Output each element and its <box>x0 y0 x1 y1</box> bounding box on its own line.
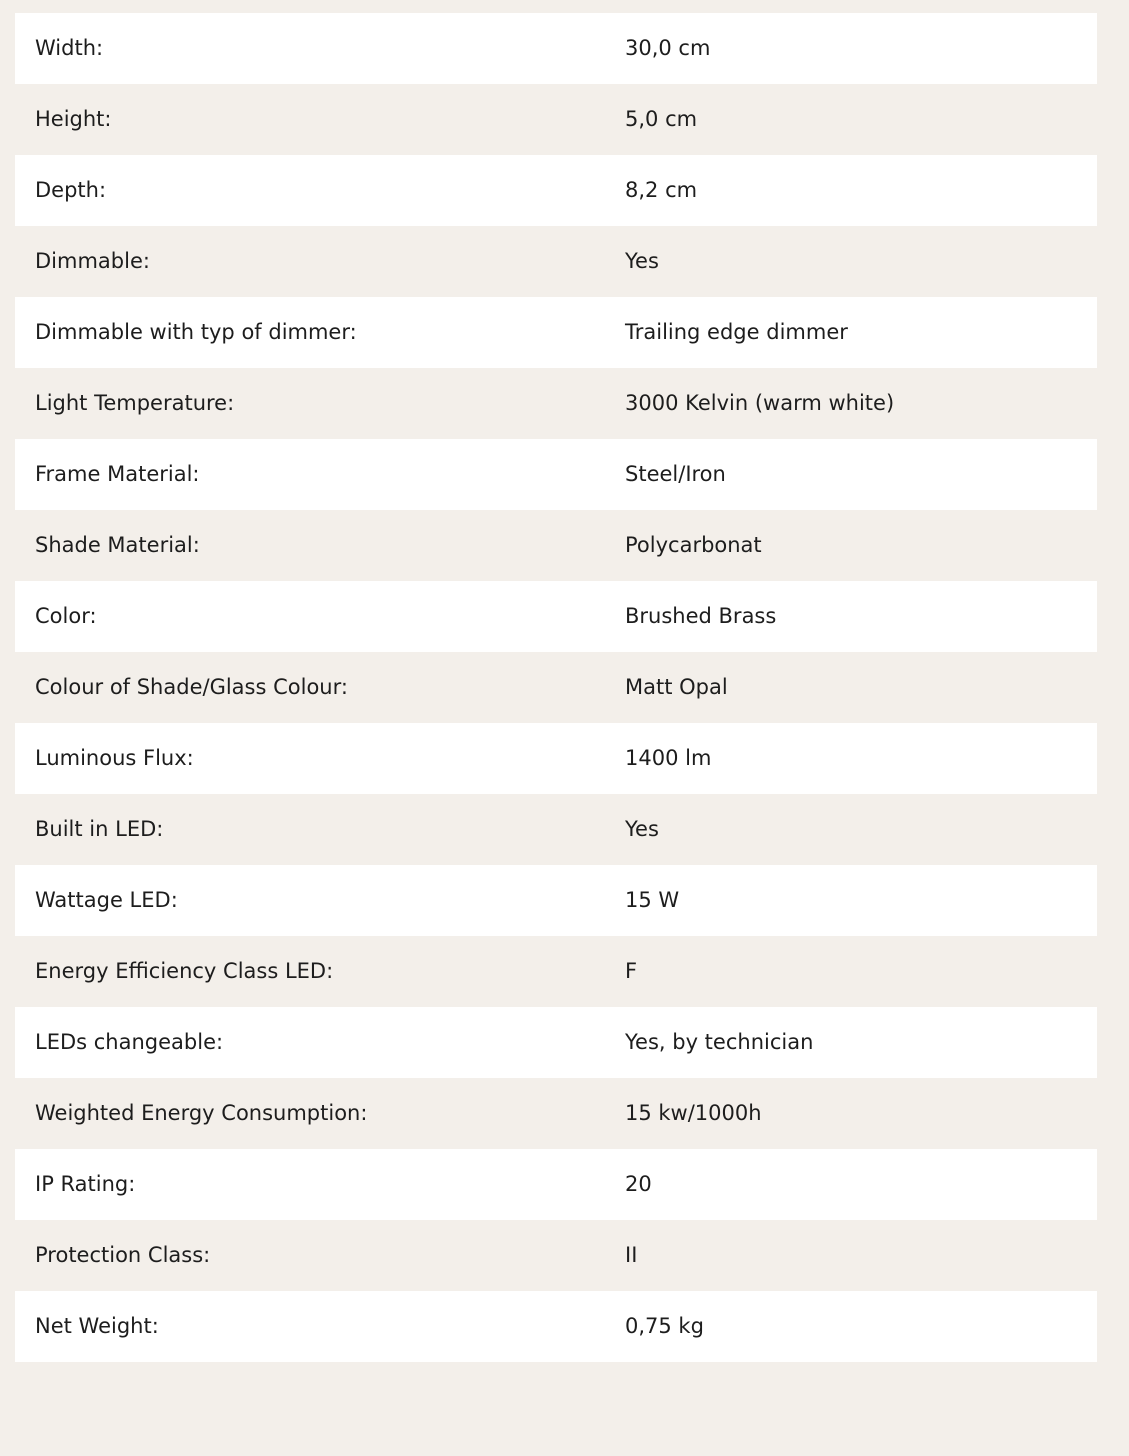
spec-value: Steel/Iron <box>625 462 726 486</box>
spec-row-energy-class <box>15 936 1097 1007</box>
spec-row-width <box>15 13 1097 84</box>
spec-value: Yes, by technician <box>625 1030 814 1054</box>
spec-row-shade-colour <box>15 652 1097 723</box>
spec-label: Colour of Shade/Glass Colour: <box>35 675 348 699</box>
spec-value: 30,0 cm <box>625 36 711 60</box>
spec-label: Energy Efficiency Class LED: <box>35 959 334 983</box>
spec-label: Width: <box>35 36 104 60</box>
spec-label: Shade Material: <box>35 533 200 557</box>
product-spec-table <box>15 13 1097 1362</box>
spec-row-depth <box>15 155 1097 226</box>
spec-value: 1400 lm <box>625 746 712 770</box>
spec-row-luminous-flux <box>15 723 1097 794</box>
spec-row-height <box>15 84 1097 155</box>
spec-row-protection-class <box>15 1220 1097 1291</box>
spec-label: Luminous Flux: <box>35 746 194 770</box>
spec-value: 20 <box>625 1172 652 1196</box>
spec-row-net-weight <box>15 1291 1097 1362</box>
spec-label: Protection Class: <box>35 1243 211 1267</box>
spec-row-color <box>15 581 1097 652</box>
spec-label: Net Weight: <box>35 1314 159 1338</box>
spec-row-ip-rating <box>15 1149 1097 1220</box>
spec-row-shade-material <box>15 510 1097 581</box>
spec-value: 15 W <box>625 888 680 912</box>
spec-label: Light Temperature: <box>35 391 235 415</box>
spec-label: Built in LED: <box>35 817 164 841</box>
spec-label: LEDs changeable: <box>35 1030 224 1054</box>
spec-value: Matt Opal <box>625 675 728 699</box>
spec-label: Dimmable with typ of dimmer: <box>35 320 357 344</box>
spec-value: 5,0 cm <box>625 107 698 131</box>
spec-row-leds-changeable <box>15 1007 1097 1078</box>
spec-value: II <box>625 1243 638 1267</box>
spec-row-wattage-led <box>15 865 1097 936</box>
spec-value: 15 kw/1000h <box>625 1101 762 1125</box>
spec-label: Weighted Energy Consumption: <box>35 1101 368 1125</box>
spec-label: Depth: <box>35 178 107 202</box>
spec-table-body <box>15 13 1097 1362</box>
spec-value: F <box>625 959 638 983</box>
spec-label: Color: <box>35 604 97 628</box>
spec-value: 3000 Kelvin (warm white) <box>625 391 895 415</box>
spec-value: 8,2 cm <box>625 178 698 202</box>
spec-row-energy-consumption <box>15 1078 1097 1149</box>
spec-row-frame-material <box>15 439 1097 510</box>
spec-label: Dimmable: <box>35 249 150 273</box>
spec-value: Trailing edge dimmer <box>625 320 848 344</box>
spec-value: Yes <box>625 249 659 273</box>
spec-row-dimmable <box>15 226 1097 297</box>
spec-row-light-temperature <box>15 368 1097 439</box>
spec-row-built-in-led <box>15 794 1097 865</box>
spec-label: Wattage LED: <box>35 888 178 912</box>
spec-value: Polycarbonat <box>625 533 762 557</box>
spec-label: Frame Material: <box>35 462 200 486</box>
spec-value: 0,75 kg <box>625 1314 704 1338</box>
spec-label: IP Rating: <box>35 1172 136 1196</box>
spec-label: Height: <box>35 107 112 131</box>
spec-value: Yes <box>625 817 659 841</box>
spec-row-dimmer-type <box>15 297 1097 368</box>
spec-value: Brushed Brass <box>625 604 777 628</box>
